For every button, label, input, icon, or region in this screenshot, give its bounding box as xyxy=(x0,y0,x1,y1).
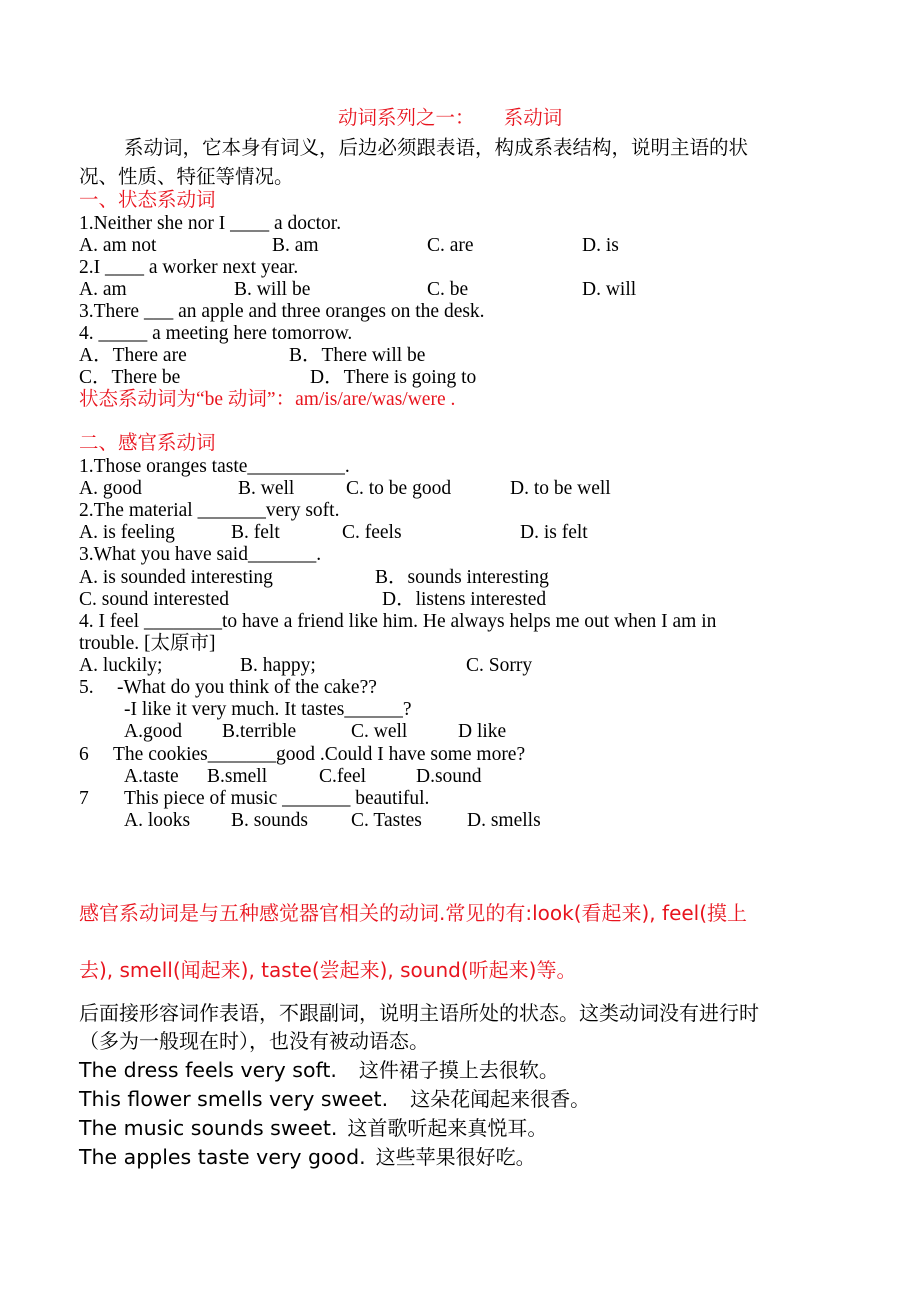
example-chinese: 这首歌听起来真悦耳。 xyxy=(347,1118,548,1140)
option-b: B. am xyxy=(272,235,319,256)
option-c: C. are xyxy=(427,235,474,256)
option-c: C. Tastes xyxy=(351,810,422,831)
option-b: B.smell xyxy=(207,766,268,787)
s1-q2-stem: 2.I ____ a worker next year. xyxy=(79,257,299,278)
option-d: D. smells xyxy=(467,810,541,831)
section1-heading: 一、状态系动词 xyxy=(79,190,216,211)
option-c: C．There be xyxy=(79,367,181,388)
question-stem: The cookies_______good .Could I have some more? xyxy=(113,744,526,765)
example-english: The apples taste very good. xyxy=(79,1145,366,1169)
option-b: B. sounds xyxy=(231,810,308,831)
example-chinese: 这些苹果很好吃。 xyxy=(375,1147,536,1169)
option-a: A. is feeling xyxy=(79,522,175,543)
question-number: 6 xyxy=(79,744,89,765)
example-english: This flower smells very sweet. xyxy=(79,1087,389,1111)
option-c: C. to be good xyxy=(346,478,452,499)
section2-heading: 二、感官系动词 xyxy=(79,433,216,454)
option-c: C. feels xyxy=(342,522,402,543)
question-number: 7 xyxy=(79,788,89,809)
option-c: C. well xyxy=(351,721,408,742)
example-english: The dress feels very soft. xyxy=(79,1058,337,1082)
option-d: D.sound xyxy=(416,766,482,787)
option-b: B. happy; xyxy=(240,655,316,676)
option-d: D. will xyxy=(582,279,637,300)
s1-q4-stem: 4. _____ a meeting here tomorrow. xyxy=(79,323,353,344)
s2-q2-stem: 2.The material _______very soft. xyxy=(79,500,340,521)
option-d: D．listens interested xyxy=(382,589,547,610)
option-a: A. looks xyxy=(124,810,191,831)
option-a: A. am xyxy=(79,279,127,300)
summary-line-1: 感官系动词是与五种感觉器官相关的动词.常见的有:look(看起来), feel(摸上 xyxy=(79,901,748,925)
option-b: B. will be xyxy=(234,279,311,300)
intro-line-1: 系动词，它本身有词义，后边必须跟表语，构成系表结构，说明主语的状 xyxy=(124,138,749,159)
option-a: A.taste xyxy=(124,766,179,787)
option-b: B. well xyxy=(238,478,295,499)
option-d: D．There is going to xyxy=(310,367,477,388)
option-a: A.good xyxy=(124,721,182,742)
option-a: A．There are xyxy=(79,345,187,366)
option-c: C. Sorry xyxy=(466,655,533,676)
s2-q4-stem-line2: trouble. [太原市] xyxy=(79,633,216,654)
explanation-line-1: 后面接形容词作表语，不跟副词，说明主语所处的状态。这类动词没有进行时 xyxy=(79,1003,759,1025)
question-stem: This piece of music _______ beautiful. xyxy=(124,788,430,809)
example-chinese: 这件裙子摸上去很软。 xyxy=(358,1060,559,1082)
option-a: A. good xyxy=(79,478,142,499)
s1-q3-stem: 3.There ___ an apple and three oranges on the desk. xyxy=(79,301,485,322)
option-c: C. be xyxy=(427,279,469,300)
option-a: A. is sounded interesting xyxy=(79,567,273,588)
section1-note: 状态系动词为“be 动词”：am/is/are/was/were . xyxy=(79,389,456,410)
s2-q5-line2: -I like it very much. It tastes______? xyxy=(124,699,412,720)
example-3 xyxy=(79,1114,547,1144)
option-c: C.feel xyxy=(319,766,367,787)
example-4 xyxy=(79,1143,536,1173)
s2-q3-stem: 3.What you have said_______. xyxy=(79,544,322,565)
option-b: B．sounds interesting xyxy=(375,567,549,588)
question-stem: -What do you think of the cake?? xyxy=(117,677,377,698)
example-chinese: 这朵花闻起来很香。 xyxy=(410,1089,591,1111)
page-title: 动词系列之一： 系动词 xyxy=(338,108,563,129)
question-number: 5. xyxy=(79,677,94,698)
option-b: B. felt xyxy=(231,522,280,543)
example-2 xyxy=(79,1085,590,1115)
option-b: B.terrible xyxy=(222,721,297,742)
s2-q1-stem: 1.Those oranges taste__________. xyxy=(79,456,350,477)
s2-q4-stem-line1: 4. I feel ________to have a friend like him. He always helps me out when I am in xyxy=(79,611,717,632)
option-d: D. is felt xyxy=(520,522,588,543)
option-c: C. sound interested xyxy=(79,589,230,610)
option-d: D. is xyxy=(582,235,619,256)
s1-q1-stem: 1.Neither she nor I ____ a doctor. xyxy=(79,213,342,234)
example-english: The music sounds sweet. xyxy=(79,1116,338,1140)
option-d: D. to be well xyxy=(510,478,611,499)
option-b: B．There will be xyxy=(289,345,426,366)
intro-line-2: 况、性质、特征等情况。 xyxy=(79,167,294,188)
explanation-line-2: （多为一般现在时），也没有被动语态。 xyxy=(79,1031,429,1053)
example-1 xyxy=(79,1056,559,1086)
option-a: A. luckily; xyxy=(79,655,163,676)
option-a: A. am not xyxy=(79,235,157,256)
option-d: D like xyxy=(458,721,507,742)
summary-line-2: 去), smell(闻起来), taste(尝起来), sound(听起来)等。 xyxy=(79,958,577,982)
